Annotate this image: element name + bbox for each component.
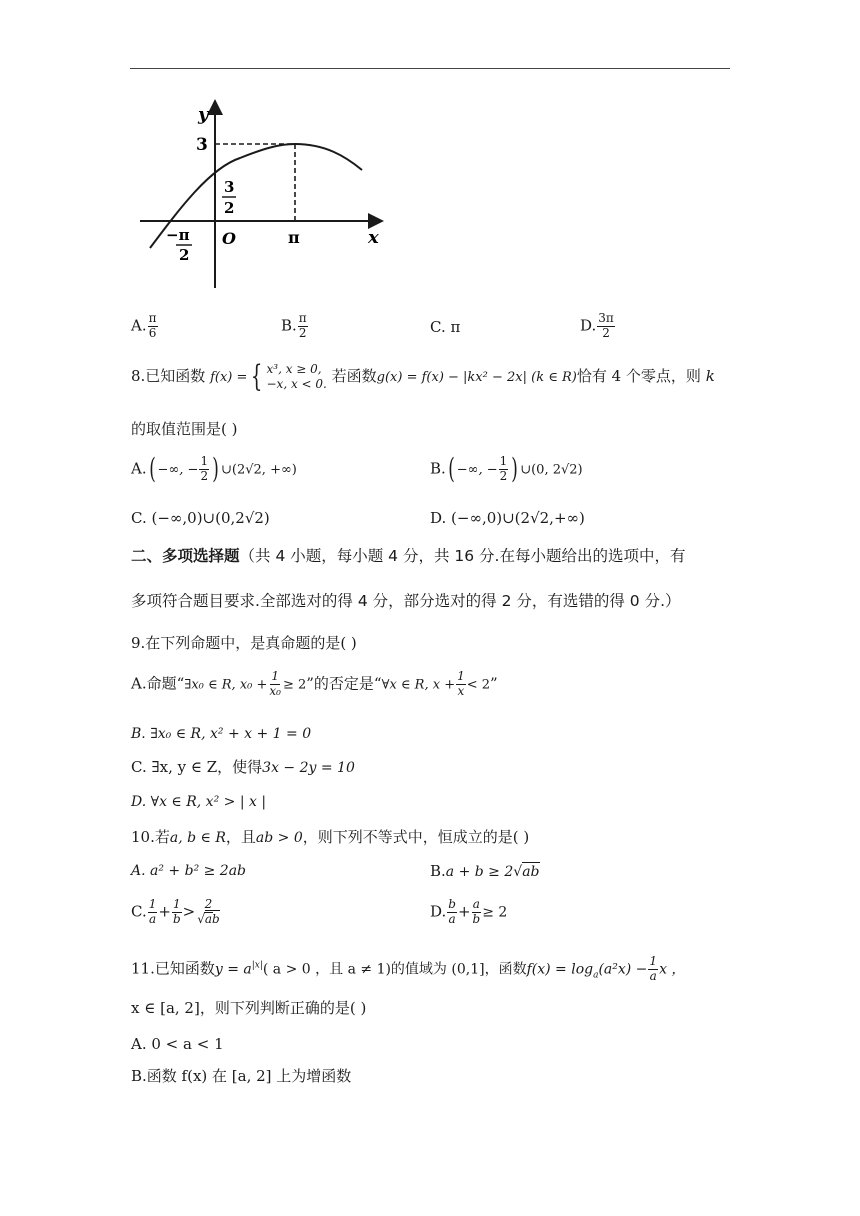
y-max-label: 3 [196,135,208,155]
q7-option-c: C. π [430,318,461,336]
q11-stem-line2: x ∈ [a, 2]，则下列判断正确的是( ) [131,999,367,1017]
y-axis-label: y [198,104,209,125]
q10-option-b: B.a + b ≥ 2√ab [430,862,540,880]
x-neg-den: 2 [179,246,190,264]
q8-stem-line2: 的取值范围是( ) [131,420,238,438]
section2-line1: 二、多项选择题（共 4 小题，每小题 4 分，共 16 分.在每小题给出的选项中，有 [131,547,686,565]
q8-option-c: C. (−∞,0)∪(0,2√2) [131,509,270,527]
q9-option-c: C. ∃x, y ∈ Z，使得3x − 2y = 10 [131,758,355,776]
q10-stem: 10.若a, b ∈ R，且ab > 0，则下列不等式中，恒成立的是( ) [131,828,530,846]
q9-option-d: D. ∀x ∈ R, x² > | x | [131,794,267,810]
q9-stem: 9.在下列命题中，是真命题的是( ) [131,634,357,652]
q9-option-b: B. ∃x₀ ∈ R, x² + x + 1 = 0 [131,726,312,742]
q11-stem: 11.已知函数$y = a^{|x|}$( a > 0 ，且 a ≠ 1)的值域为 (0,1]，函数$f(x) = \log_a(a^2x)$ − $\frac{1}{a}$ x ， [131,954,686,983]
x-axis-label: x [368,227,379,248]
q7-option-a: A. $\frac{\pi}{6}$ [131,311,157,340]
q7-option-b: B. $\frac{\pi}{2}$ [281,311,307,340]
q10-option-c: C. $\frac{1}{a}$ + $\frac{1}{b}$ > $\frac{2}{√ab}$ [131,897,220,926]
q11-option-a: A. 0 < a < 1 [131,1035,224,1053]
q10-option-a: A. a² + b² ≥ 2ab [131,863,247,879]
q8-option-a: A.( −∞, − $\frac{1}{2}$ ) ∪(2√2, +∞) [131,452,297,486]
q11-option-b: B.函数 f(x) 在 [a, 2] 上为增函数 [131,1067,352,1085]
q9-option-a: A.命题“∃x₀ ∈ R, x₀ + $\frac{1}{\text{x₀}}$ ≥ 2”的否定是“∀x ∈ R, x + $\frac{1}{x}$ < 2” [131,669,498,698]
origin-label: O [222,229,236,248]
q8-option-d: D. (−∞,0)∪(2√2,+∞) [430,509,585,527]
x-neg-num: −π [166,226,190,244]
header-rule [130,68,730,69]
y-intercept-num: 3 [224,178,235,196]
section2-line2: 多项符合题目要求.全部选对的得 4 分，部分选对的得 2 分，有选错的得 0 分.） [131,592,681,610]
q7-option-d: D. $\frac{3\pi}{2}$ [580,311,614,340]
q10-option-d: D. $\frac{b}{a}$ + $\frac{a}{b}$ ≥ 2 [430,897,508,926]
function-graph [140,98,390,288]
y-intercept-den: 2 [224,199,235,217]
q8-option-b: B.( −∞, − $\frac{1}{2}$ ) ∪(0, 2√2) [430,452,583,486]
q8-stem: 8.已知函数 f(x) = { x³, x ≥ 0, −x, x < 0. 若函数g(x) = f(x) − |kx² − 2x| (k ∈ R)恰有 4 个零点，则 k [131,359,715,394]
x-pi-label: π [288,228,300,247]
